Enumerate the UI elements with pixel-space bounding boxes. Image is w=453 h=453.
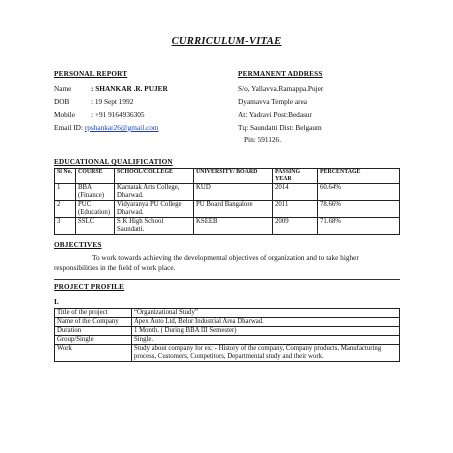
personal-dob-label: DOB: [54, 97, 70, 106]
personal-email-label: Email ID:: [54, 123, 83, 132]
document-title: CURRICULUM-VITAE: [171, 36, 282, 47]
objectives-heading: OBJECTIVES: [54, 241, 102, 249]
table-cell: Karnatak Arts College, Dharwad.: [115, 184, 194, 201]
project-label-cell: Name of the Company: [55, 318, 132, 327]
table-cell: 2011: [273, 201, 318, 218]
table-cell: 2014: [273, 184, 318, 201]
table-cell: PUC (Education): [76, 201, 115, 218]
personal-name-row: [54, 84, 168, 93]
address-line-3: At: Yadravi Post:Bedasur: [238, 110, 312, 119]
table-cell: 2: [55, 201, 76, 218]
project-value-cell: Study about company for ex: - History of the company, Company products, Manufacturing process, Customers, Competitors, Departmental study and their work.: [132, 345, 400, 362]
personal-name-label: Name: [54, 84, 72, 93]
table-row: [55, 201, 400, 218]
table-row: [55, 336, 400, 345]
address-line-2: Dyamavva Temple area: [238, 97, 308, 106]
table-cell: KSEEB: [194, 218, 273, 235]
personal-email-row: [54, 123, 159, 132]
address-line-5: Pin: 591126.: [244, 135, 282, 144]
table-cell: PU Board Bangalore: [194, 201, 273, 218]
project-label-cell: Work: [55, 345, 132, 362]
personal-mobile-row: [54, 110, 145, 119]
table-cell: 71.68%: [318, 218, 400, 235]
table-cell: Vidyaranya PU College Dharwad.: [115, 201, 194, 218]
education-col-university: UNIVERSITY/ BOARD: [194, 169, 273, 184]
project-value-cell: Apex Auto Ltd, Belur Industrial Area Dharwad.: [132, 318, 400, 327]
table-cell: 2009: [273, 218, 318, 235]
table-cell: 3: [55, 218, 76, 235]
project-value-cell: 1 Month. ( During BBA III Semester): [132, 327, 400, 336]
personal-mobile-label: Mobile: [54, 110, 76, 119]
table-cell: 1: [55, 184, 76, 201]
education-col-course: COURSE: [76, 169, 115, 184]
project-profile-heading: PROJECT PROFILE: [54, 283, 125, 291]
table-row: [55, 327, 400, 336]
education-col-year: PASSING YEAR: [273, 169, 318, 184]
table-cell: KUD: [194, 184, 273, 201]
education-col-percentage: PERCENTAGE: [318, 169, 400, 184]
table-row: [55, 218, 400, 235]
section-divider: [54, 279, 400, 280]
project-label-cell: Group/Single: [55, 336, 132, 345]
education-heading: EDUCATIONAL QUALIFICATION: [54, 158, 173, 166]
education-col-slno: Sl No.: [55, 169, 76, 184]
table-row: [55, 184, 400, 201]
table-row: [55, 309, 400, 318]
personal-report-heading: PERSONAL REPORT: [54, 70, 128, 78]
table-row: [55, 318, 400, 327]
table-row: [55, 345, 400, 362]
project-number: I.: [54, 297, 59, 306]
address-line-4: Tq: Saundatti Dist: Belgaum: [238, 123, 322, 132]
project-label-cell: Title of the project: [55, 309, 132, 318]
table-cell: S K High School Saundatti.: [115, 218, 194, 235]
personal-name-value: : SHANKAR .R. PUJER: [91, 84, 168, 93]
project-label-cell: Duration: [55, 327, 132, 336]
table-cell: BBA (Finance): [76, 184, 115, 201]
table-cell: SSLC: [76, 218, 115, 235]
personal-dob-row: [54, 97, 133, 106]
table-cell: 60.64%: [318, 184, 400, 201]
education-col-school: SCHOOL/COLLEGE: [115, 169, 194, 184]
objectives-text: To work towards achieving the developmental objectives of organization and to take higher responsibilities in the field of work place.: [54, 253, 359, 272]
education-table: [54, 168, 400, 235]
personal-mobile-value: : +91 9164936305: [91, 110, 145, 119]
education-header-row: [55, 169, 400, 184]
address-line-1: S/o, Yallavva.Ramappa.Pujer: [238, 84, 324, 93]
personal-dob-value: : 19 Sept 1992: [91, 97, 134, 106]
permanent-address-heading: PERMANENT ADDRESS: [238, 70, 323, 78]
project-value-cell: “Organizational Study”: [132, 309, 400, 318]
project-table: [54, 308, 400, 362]
email-link[interactable]: rpshankar26@gmail.com: [84, 123, 159, 132]
table-cell: 78.66%: [318, 201, 400, 218]
project-value-cell: Single.: [132, 336, 400, 345]
